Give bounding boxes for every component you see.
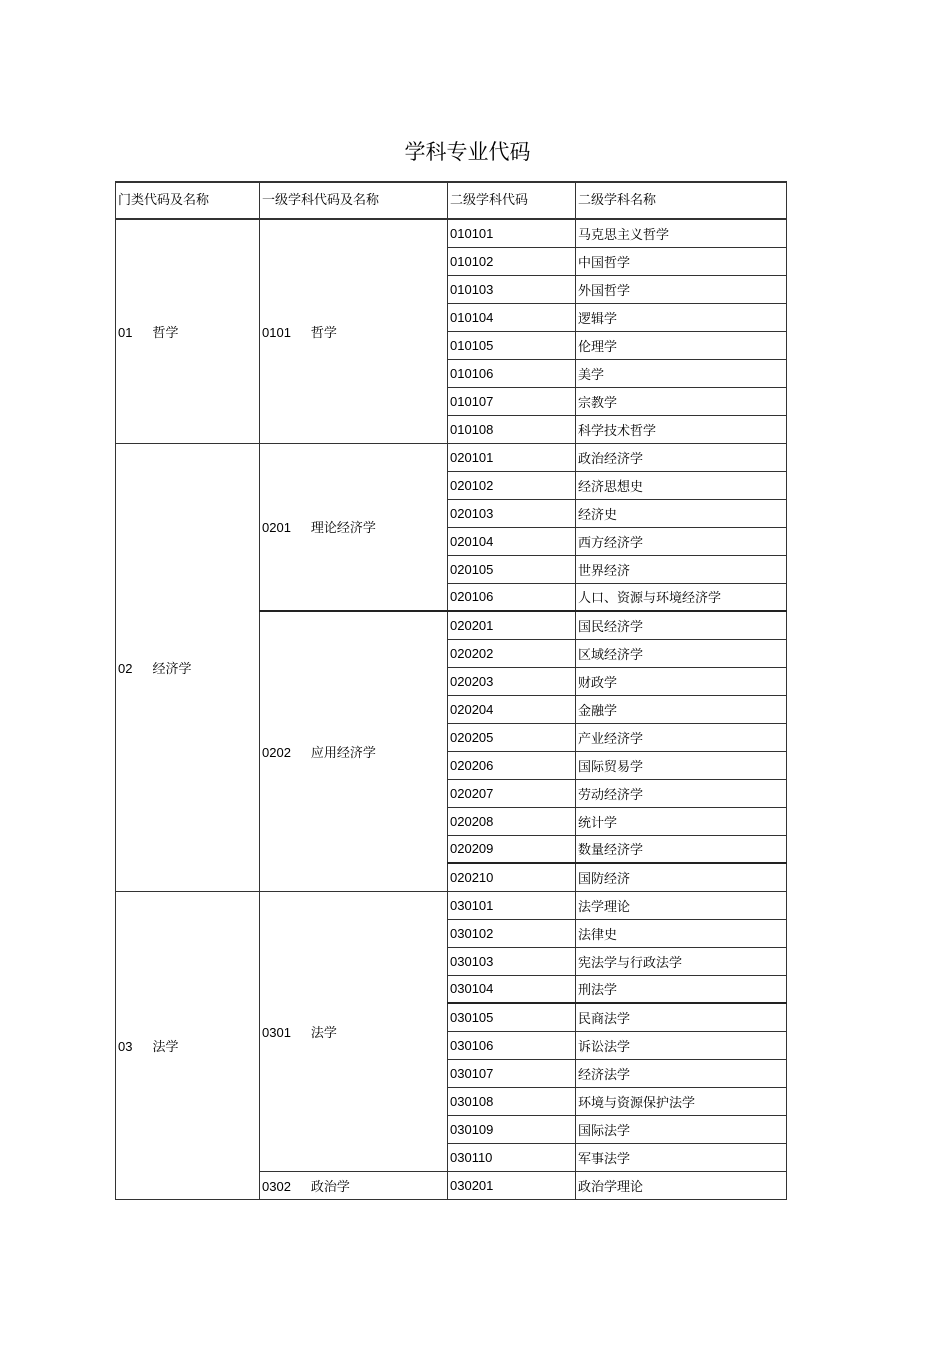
second-level-name: 产业经济学: [576, 723, 787, 751]
table-header-row: [116, 182, 787, 219]
header-first-level: 一级学科代码及名称: [260, 182, 448, 219]
second-level-code: 010104: [448, 303, 576, 331]
second-level-name: 国际法学: [576, 1115, 787, 1143]
second-level-code: 030105: [448, 1003, 576, 1031]
second-level-code: 020104: [448, 527, 576, 555]
category-cell: [116, 891, 260, 1199]
second-level-code: 020105: [448, 555, 576, 583]
second-level-name: 统计学: [576, 807, 787, 835]
second-level-name: 外国哲学: [576, 275, 787, 303]
first-level-code: 0201: [262, 520, 291, 536]
second-level-code: 020101: [448, 443, 576, 471]
second-level-name: 伦理学: [576, 331, 787, 359]
second-level-code: 030107: [448, 1059, 576, 1087]
second-level-code: 030102: [448, 919, 576, 947]
second-level-name: 劳动经济学: [576, 779, 787, 807]
second-level-name: 刑法学: [576, 975, 787, 1003]
second-level-name: 数量经济学: [576, 835, 787, 863]
second-level-name: 法律史: [576, 919, 787, 947]
second-level-code: 030108: [448, 1087, 576, 1115]
second-level-code: 030106: [448, 1031, 576, 1059]
second-level-name: 世界经济: [576, 555, 787, 583]
second-level-code: 020203: [448, 667, 576, 695]
second-level-code: 030103: [448, 947, 576, 975]
first-level-cell: [260, 611, 448, 891]
header-second-level-name: 二级学科名称: [576, 182, 787, 219]
first-level-code: 0101: [262, 324, 291, 340]
second-level-code: 020209: [448, 835, 576, 863]
category-code: 01: [118, 324, 133, 340]
first-level-name: 哲学: [310, 325, 337, 341]
second-level-code: 010105: [448, 331, 576, 359]
second-level-name: 政治经济学: [576, 443, 787, 471]
first-level-name: 理论经济学: [310, 521, 376, 537]
second-level-name: 国防经济: [576, 863, 787, 891]
second-level-code: 020206: [448, 751, 576, 779]
second-level-name: 宗教学: [576, 387, 787, 415]
category-cell: [116, 443, 260, 891]
category-cell: [116, 219, 260, 443]
second-level-name: 人口、资源与环境经济学: [576, 583, 787, 611]
category-code: 03: [118, 1038, 133, 1054]
header-category: 门类代码及名称: [116, 182, 260, 219]
second-level-code: 020207: [448, 779, 576, 807]
second-level-name: 经济史: [576, 499, 787, 527]
second-level-name: 科学技术哲学: [576, 415, 787, 443]
second-level-name: 中国哲学: [576, 247, 787, 275]
second-level-code: 010107: [448, 387, 576, 415]
table-row: [116, 219, 787, 247]
table-body: [116, 219, 787, 1199]
second-level-code: 020106: [448, 583, 576, 611]
second-level-name: 政治学理论: [576, 1171, 787, 1199]
second-level-name: 西方经济学: [576, 527, 787, 555]
second-level-code: 020201: [448, 611, 576, 639]
second-level-name: 诉讼法学: [576, 1031, 787, 1059]
second-level-code: 030109: [448, 1115, 576, 1143]
second-level-name: 环境与资源保护法学: [576, 1087, 787, 1115]
second-level-code: 020204: [448, 695, 576, 723]
second-level-name: 经济法学: [576, 1059, 787, 1087]
second-level-code: 020210: [448, 863, 576, 891]
table-row: [116, 443, 787, 471]
first-level-cell: [260, 1171, 448, 1199]
second-level-name: 区域经济学: [576, 639, 787, 667]
second-level-name: 马克思主义哲学: [576, 219, 787, 247]
second-level-code: 010101: [448, 219, 576, 247]
second-level-code: 020103: [448, 499, 576, 527]
first-level-name: 法学: [310, 1025, 337, 1041]
second-level-name: 逻辑学: [576, 303, 787, 331]
second-level-name: 国民经济学: [576, 611, 787, 639]
first-level-code: 0302: [262, 1178, 291, 1194]
category-name: 哲学: [152, 325, 179, 341]
first-level-cell: [260, 891, 448, 1171]
second-level-code: 030104: [448, 975, 576, 1003]
second-level-name: 金融学: [576, 695, 787, 723]
second-level-name: 国际贸易学: [576, 751, 787, 779]
first-level-cell: [260, 443, 448, 611]
second-level-code: 020208: [448, 807, 576, 835]
first-level-name: 政治学: [310, 1179, 350, 1195]
second-level-code: 030110: [448, 1143, 576, 1171]
second-level-code: 020202: [448, 639, 576, 667]
first-level-name: 应用经济学: [310, 745, 376, 761]
header-second-level-code: 二级学科代码: [448, 182, 576, 219]
first-level-code: 0301: [262, 1024, 291, 1040]
second-level-name: 民商法学: [576, 1003, 787, 1031]
second-level-name: 财政学: [576, 667, 787, 695]
second-level-code: 010108: [448, 415, 576, 443]
category-code: 02: [118, 660, 133, 676]
subject-code-table: [115, 181, 787, 1200]
second-level-name: 经济思想史: [576, 471, 787, 499]
first-level-code: 0202: [262, 744, 291, 760]
table-row: [116, 891, 787, 919]
second-level-code: 020205: [448, 723, 576, 751]
second-level-code: 010103: [448, 275, 576, 303]
second-level-name: 军事法学: [576, 1143, 787, 1171]
category-name: 法学: [152, 1039, 179, 1055]
second-level-code: 020102: [448, 471, 576, 499]
second-level-code: 030201: [448, 1171, 576, 1199]
category-name: 经济学: [152, 661, 192, 677]
second-level-code: 010106: [448, 359, 576, 387]
second-level-name: 法学理论: [576, 891, 787, 919]
first-level-cell: [260, 219, 448, 443]
second-level-code: 030101: [448, 891, 576, 919]
second-level-code: 010102: [448, 247, 576, 275]
page-title: 学科专业代码: [404, 140, 531, 164]
second-level-name: 美学: [576, 359, 787, 387]
second-level-name: 宪法学与行政法学: [576, 947, 787, 975]
